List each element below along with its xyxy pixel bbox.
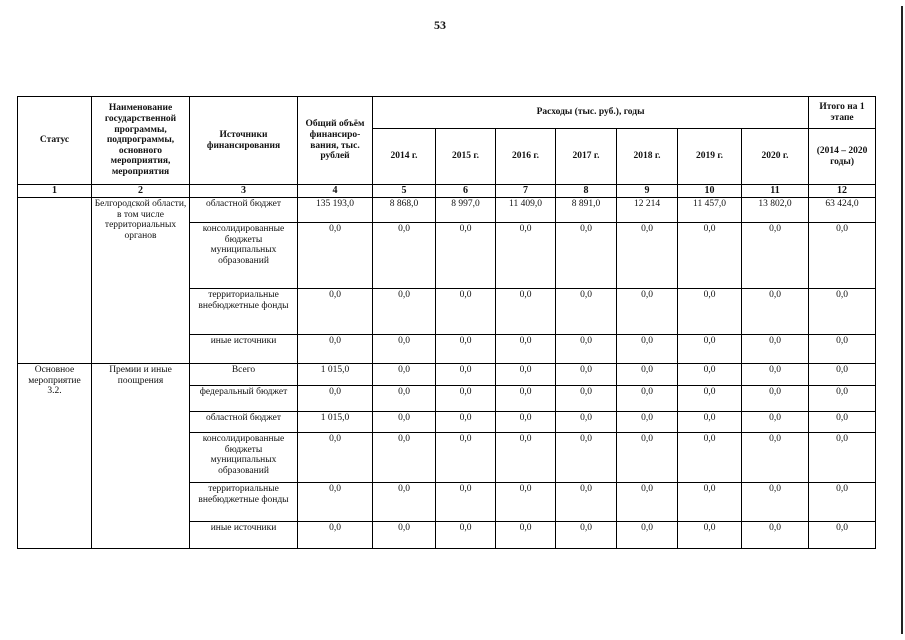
- value-cell: 0,0: [496, 386, 556, 412]
- value-cell: 0,0: [809, 433, 876, 483]
- column-number: 1: [18, 185, 92, 198]
- value-cell: 0,0: [373, 335, 436, 364]
- header-year-2016: 2016 г.: [496, 129, 556, 185]
- header-stage-period: (2014 – 2020 годы): [809, 129, 876, 185]
- value-cell: 0,0: [436, 412, 496, 433]
- value-cell: 0,0: [373, 433, 436, 483]
- program-name-cell: Белгородской области, в том числе территориальных органов: [92, 198, 190, 364]
- value-cell: 0,0: [373, 289, 436, 335]
- value-cell: 0,0: [617, 223, 678, 289]
- value-cell: 0,0: [373, 386, 436, 412]
- header-year-2020: 2020 г.: [742, 129, 809, 185]
- value-cell: 0,0: [809, 522, 876, 549]
- value-cell: 0,0: [617, 433, 678, 483]
- value-cell: 8 997,0: [436, 198, 496, 223]
- value-cell: 0,0: [496, 223, 556, 289]
- value-cell: 0,0: [436, 386, 496, 412]
- header-sources: Источники финансирования: [190, 97, 298, 185]
- value-cell: 0,0: [373, 483, 436, 522]
- source-cell: территориальные внебюджетные фонды: [190, 483, 298, 522]
- status-cell: [18, 198, 92, 364]
- value-cell: 0,0: [617, 412, 678, 433]
- header-name: Наименование государственной программы, подпрограммы, основного мероприятия, мероприятия: [92, 97, 190, 185]
- value-cell: 0,0: [742, 335, 809, 364]
- program-name-cell: Премии и иные поощрения: [92, 364, 190, 549]
- value-cell: 11 409,0: [496, 198, 556, 223]
- value-cell: 0,0: [496, 522, 556, 549]
- source-cell: иные источники: [190, 522, 298, 549]
- header-status: Статус: [18, 97, 92, 185]
- value-cell: 0,0: [742, 433, 809, 483]
- value-cell: 0,0: [496, 364, 556, 386]
- table-row: [18, 198, 876, 223]
- source-cell: территориальные внебюджетные фонды: [190, 289, 298, 335]
- value-cell: 0,0: [496, 433, 556, 483]
- value-cell: 135 193,0: [298, 198, 373, 223]
- header-stage-total: Итого на 1 этапе: [809, 97, 876, 129]
- source-cell: консолидированные бюджеты муниципальных образований: [190, 433, 298, 483]
- value-cell: 0,0: [436, 335, 496, 364]
- value-cell: 0,0: [556, 522, 617, 549]
- value-cell: 0,0: [373, 412, 436, 433]
- value-cell: 0,0: [809, 412, 876, 433]
- source-cell: федеральный бюджет: [190, 386, 298, 412]
- column-number: 6: [436, 185, 496, 198]
- value-cell: 0,0: [436, 433, 496, 483]
- value-cell: 0,0: [742, 364, 809, 386]
- value-cell: 0,0: [809, 386, 876, 412]
- value-cell: 0,0: [496, 289, 556, 335]
- column-number: 5: [373, 185, 436, 198]
- value-cell: 0,0: [809, 335, 876, 364]
- value-cell: 1 015,0: [298, 412, 373, 433]
- value-cell: 0,0: [809, 483, 876, 522]
- column-number: 2: [92, 185, 190, 198]
- value-cell: 0,0: [678, 289, 742, 335]
- column-number: 3: [190, 185, 298, 198]
- value-cell: 0,0: [742, 386, 809, 412]
- source-cell: иные источники: [190, 335, 298, 364]
- value-cell: 63 424,0: [809, 198, 876, 223]
- value-cell: 0,0: [373, 522, 436, 549]
- value-cell: 8 891,0: [556, 198, 617, 223]
- value-cell: 0,0: [436, 364, 496, 386]
- value-cell: 0,0: [678, 522, 742, 549]
- value-cell: 0,0: [436, 522, 496, 549]
- column-number: 8: [556, 185, 617, 198]
- value-cell: 0,0: [298, 522, 373, 549]
- value-cell: 0,0: [298, 289, 373, 335]
- value-cell: 0,0: [742, 522, 809, 549]
- value-cell: 0,0: [617, 364, 678, 386]
- value-cell: 0,0: [298, 433, 373, 483]
- value-cell: 0,0: [556, 364, 617, 386]
- value-cell: 0,0: [436, 223, 496, 289]
- header-year-2014: 2014 г.: [373, 129, 436, 185]
- table-row: [18, 364, 876, 386]
- value-cell: 0,0: [809, 364, 876, 386]
- value-cell: 0,0: [436, 289, 496, 335]
- value-cell: 1 015,0: [298, 364, 373, 386]
- value-cell: 0,0: [496, 335, 556, 364]
- value-cell: 0,0: [436, 483, 496, 522]
- column-number: 12: [809, 185, 876, 198]
- funding-table: [17, 96, 876, 549]
- value-cell: 0,0: [373, 223, 436, 289]
- value-cell: 0,0: [678, 364, 742, 386]
- value-cell: 0,0: [556, 289, 617, 335]
- header-expenses: Расходы (тыс. руб.), годы: [373, 97, 809, 129]
- header-year-2015: 2015 г.: [436, 129, 496, 185]
- value-cell: 0,0: [298, 223, 373, 289]
- value-cell: 0,0: [678, 223, 742, 289]
- value-cell: 12 214: [617, 198, 678, 223]
- value-cell: 0,0: [298, 386, 373, 412]
- value-cell: 0,0: [556, 223, 617, 289]
- value-cell: 0,0: [678, 412, 742, 433]
- value-cell: 8 868,0: [373, 198, 436, 223]
- source-cell: консолидированные бюджеты муниципальных образований: [190, 223, 298, 289]
- header-year-2018: 2018 г.: [617, 129, 678, 185]
- value-cell: 11 457,0: [678, 198, 742, 223]
- value-cell: 0,0: [742, 483, 809, 522]
- value-cell: 0,0: [496, 412, 556, 433]
- value-cell: 0,0: [617, 386, 678, 412]
- source-cell: областной бюджет: [190, 412, 298, 433]
- header-year-2017: 2017 г.: [556, 129, 617, 185]
- value-cell: 13 802,0: [742, 198, 809, 223]
- column-number: 10: [678, 185, 742, 198]
- value-cell: 0,0: [496, 483, 556, 522]
- column-number: 7: [496, 185, 556, 198]
- value-cell: 0,0: [742, 289, 809, 335]
- value-cell: 0,0: [556, 483, 617, 522]
- scan-edge-line: [901, 6, 903, 634]
- value-cell: 0,0: [742, 412, 809, 433]
- column-number: 9: [617, 185, 678, 198]
- value-cell: 0,0: [556, 386, 617, 412]
- value-cell: 0,0: [678, 433, 742, 483]
- value-cell: 0,0: [617, 483, 678, 522]
- value-cell: 0,0: [678, 483, 742, 522]
- header-total: Общий объём финансиро-вания, тыс. рублей: [298, 97, 373, 185]
- value-cell: 0,0: [617, 289, 678, 335]
- value-cell: 0,0: [298, 483, 373, 522]
- value-cell: 0,0: [678, 335, 742, 364]
- value-cell: 0,0: [678, 386, 742, 412]
- value-cell: 0,0: [556, 412, 617, 433]
- value-cell: 0,0: [617, 522, 678, 549]
- value-cell: 0,0: [809, 223, 876, 289]
- source-cell: областной бюджет: [190, 198, 298, 223]
- value-cell: 0,0: [556, 335, 617, 364]
- value-cell: 0,0: [373, 364, 436, 386]
- header-year-2019: 2019 г.: [678, 129, 742, 185]
- column-number: 11: [742, 185, 809, 198]
- source-cell: Всего: [190, 364, 298, 386]
- page-number: 53: [434, 18, 446, 32]
- value-cell: 0,0: [742, 223, 809, 289]
- value-cell: 0,0: [809, 289, 876, 335]
- column-number: 4: [298, 185, 373, 198]
- value-cell: 0,0: [617, 335, 678, 364]
- value-cell: 0,0: [298, 335, 373, 364]
- value-cell: 0,0: [556, 433, 617, 483]
- status-cell: Основное мероприятие 3.2.: [18, 364, 92, 549]
